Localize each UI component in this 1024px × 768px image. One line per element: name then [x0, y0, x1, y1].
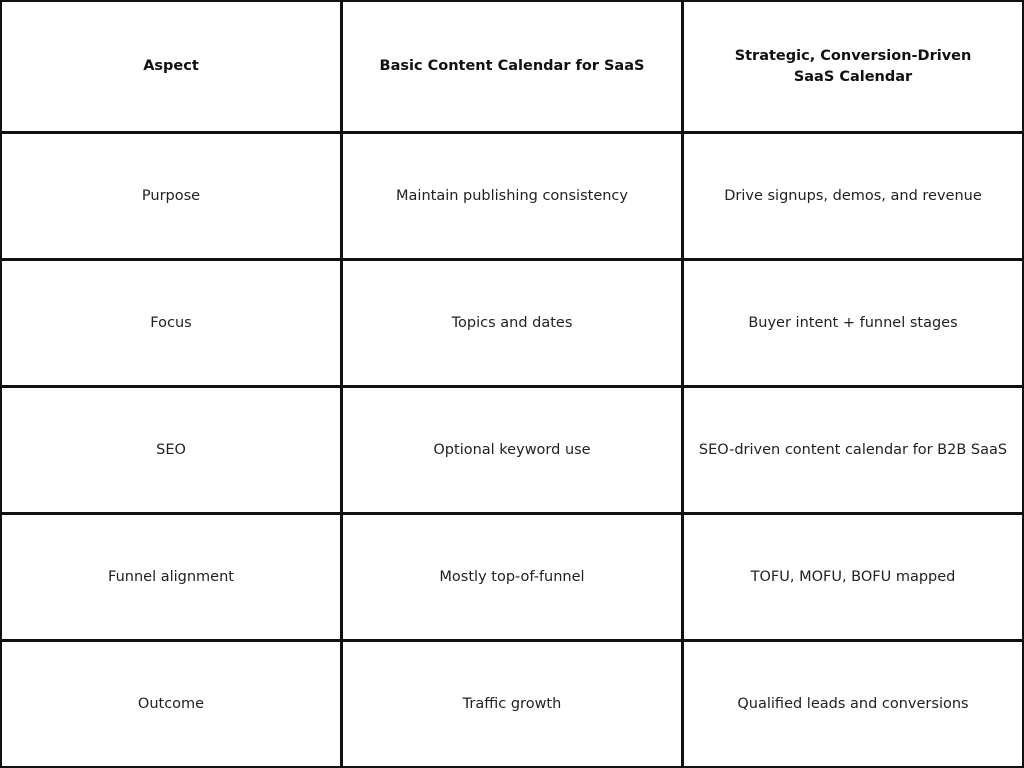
table-cell-basic: Traffic growth — [462, 695, 562, 712]
table-cell-strategic: TOFU, MOFU, BOFU mapped — [750, 568, 956, 585]
table-cell-basic: Optional keyword use — [433, 441, 591, 458]
header-cell-strategic: Strategic, Conversion-Driven SaaS Calendar — [734, 47, 972, 85]
table-cell-basic: Topics and dates — [451, 314, 573, 331]
header-cell-aspect: Aspect — [143, 58, 199, 74]
table-cell-strategic: Buyer intent + funnel stages — [748, 314, 958, 331]
table-cell-aspect: Funnel alignment — [108, 568, 234, 585]
table-cell-aspect: Purpose — [141, 187, 201, 204]
table-cell-aspect: Outcome — [137, 695, 205, 712]
table-cell-strategic: Drive signups, demos, and revenue — [724, 187, 982, 204]
table-cell-aspect: SEO — [156, 441, 186, 458]
table-cell-basic: Maintain publishing consistency — [396, 187, 628, 204]
header-cell-basic: Basic Content Calendar for SaaS — [379, 58, 645, 74]
table-cell-basic: Mostly top-of-funnel — [439, 568, 585, 585]
table-cell-aspect: Focus — [150, 314, 192, 331]
table-cell-strategic: Qualified leads and conversions — [737, 695, 969, 712]
table-cell-strategic: SEO-driven content calendar for B2B SaaS — [698, 441, 1008, 458]
